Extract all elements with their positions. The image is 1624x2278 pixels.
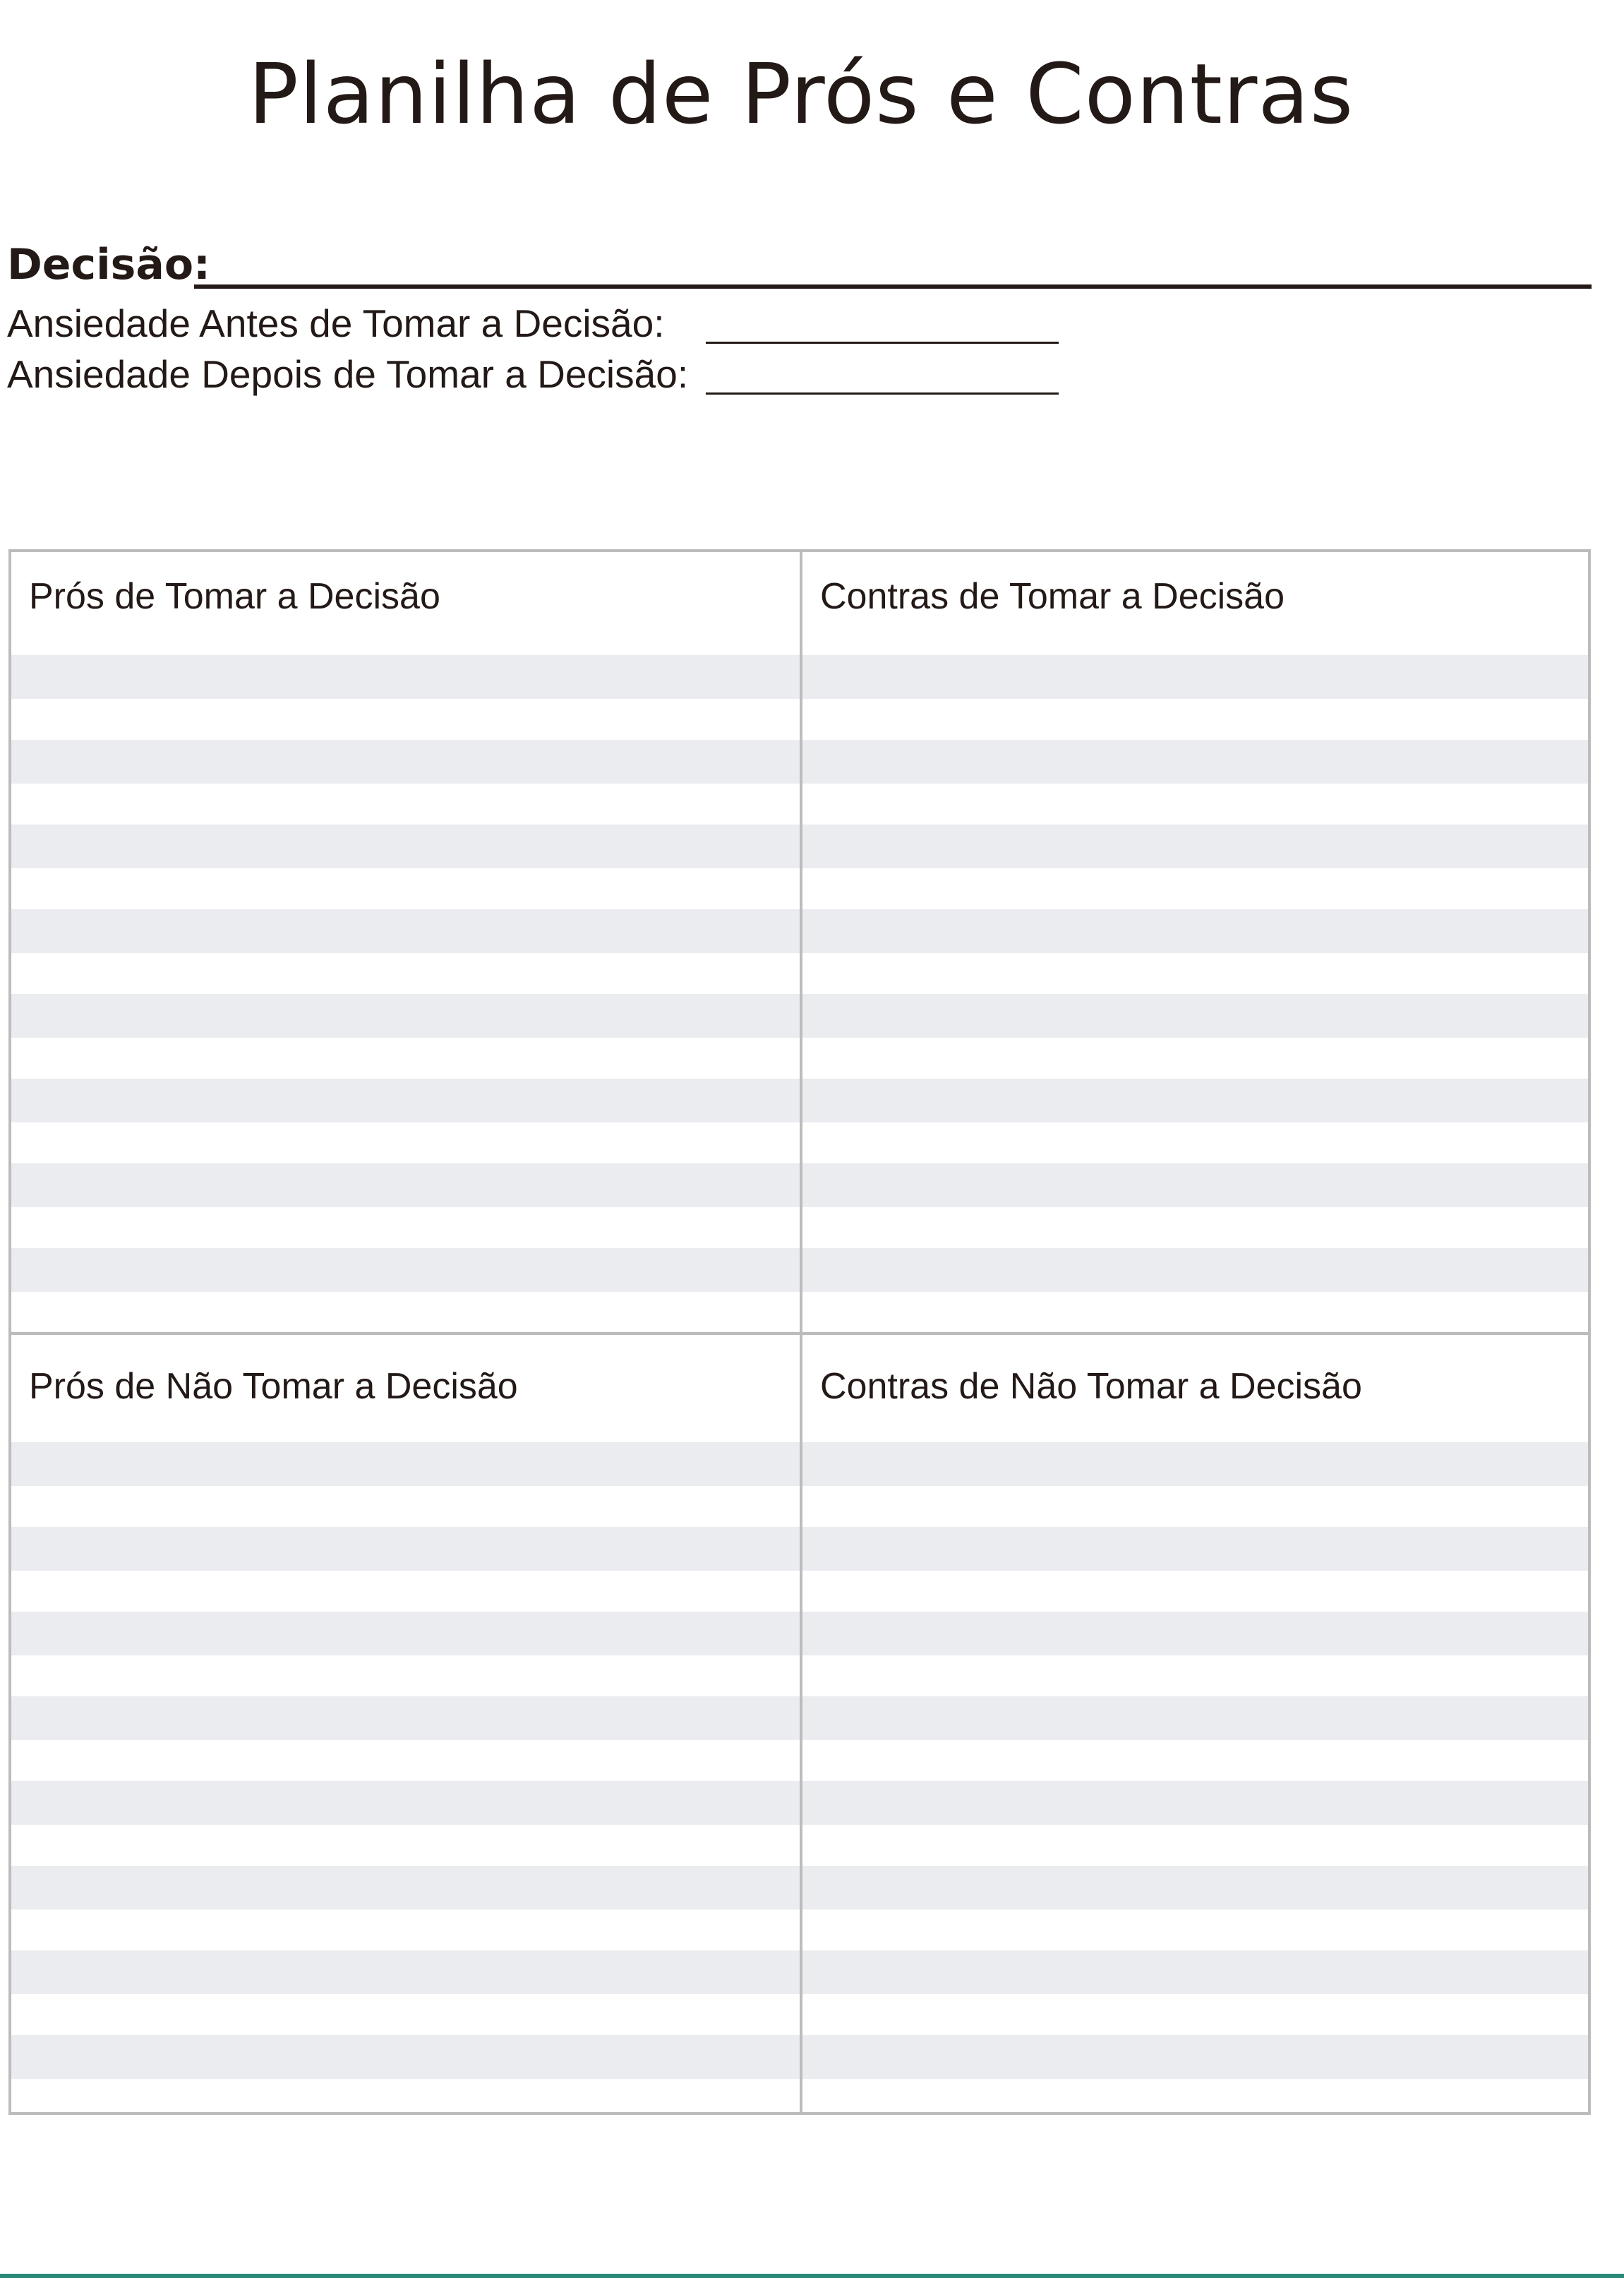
ruled-line	[11, 655, 800, 699]
anxiety-before-field	[7, 295, 1136, 352]
ruled-line	[802, 909, 1588, 953]
pros-cons-grid	[8, 549, 1591, 2115]
bottom-accent-bar	[0, 2274, 1624, 2278]
ruled-line	[11, 1163, 800, 1207]
ruled-line	[802, 1527, 1588, 1571]
ruled-line	[802, 1248, 1588, 1292]
anxiety-after-label: Ansiedade Depois de Tomar a Decisão:	[7, 352, 689, 396]
quadrant-title-cons-not-deciding: Contras de Não Tomar a Decisão	[820, 1366, 1362, 1407]
quadrant-pros-not-deciding[interactable]	[11, 1335, 800, 2112]
quadrant-title-pros-not-deciding: Prós de Não Tomar a Decisão	[29, 1366, 518, 1407]
ruled-line	[11, 909, 800, 953]
ruled-line	[802, 1612, 1588, 1655]
ruled-line	[11, 2035, 800, 2079]
ruled-line	[11, 1527, 800, 1571]
ruled-line	[802, 1163, 1588, 1207]
ruled-line	[802, 1442, 1588, 1486]
ruled-line	[11, 1866, 800, 1910]
anxiety-after-field	[7, 346, 1136, 402]
ruled-line	[802, 1781, 1588, 1825]
ruled-line	[11, 825, 800, 868]
decision-blank-line[interactable]	[194, 284, 1592, 289]
decision-field	[7, 229, 1588, 293]
ruled-line	[802, 1079, 1588, 1122]
page-title: Planilha de Prós e Contras	[248, 45, 1354, 143]
decision-label: Decisão:	[7, 240, 211, 289]
ruled-line	[802, 1866, 1588, 1910]
ruled-line	[802, 740, 1588, 784]
quadrant-cons-deciding[interactable]	[802, 552, 1588, 1332]
ruled-line	[11, 994, 800, 1038]
ruled-line	[802, 2035, 1588, 2079]
ruled-line	[802, 1950, 1588, 1994]
ruled-line	[11, 1696, 800, 1740]
ruled-line	[11, 1781, 800, 1825]
ruled-line	[802, 655, 1588, 699]
quadrant-pros-deciding[interactable]	[11, 552, 800, 1332]
quadrant-cons-not-deciding[interactable]	[802, 1335, 1588, 2112]
ruled-line	[802, 994, 1588, 1038]
quadrant-title-pros-deciding: Prós de Tomar a Decisão	[29, 576, 440, 617]
anxiety-after-blank-line[interactable]	[706, 392, 1059, 395]
anxiety-before-blank-line[interactable]	[706, 342, 1059, 344]
ruled-line	[11, 1442, 800, 1486]
ruled-line	[11, 1950, 800, 1994]
quadrant-title-cons-deciding: Contras de Tomar a Decisão	[820, 576, 1285, 617]
ruled-line	[802, 1696, 1588, 1740]
ruled-line	[802, 825, 1588, 868]
ruled-line	[11, 1248, 800, 1292]
ruled-line	[11, 1079, 800, 1122]
ruled-line	[11, 1612, 800, 1655]
anxiety-before-label: Ansiedade Antes de Tomar a Decisão:	[7, 301, 665, 345]
ruled-line	[11, 740, 800, 784]
